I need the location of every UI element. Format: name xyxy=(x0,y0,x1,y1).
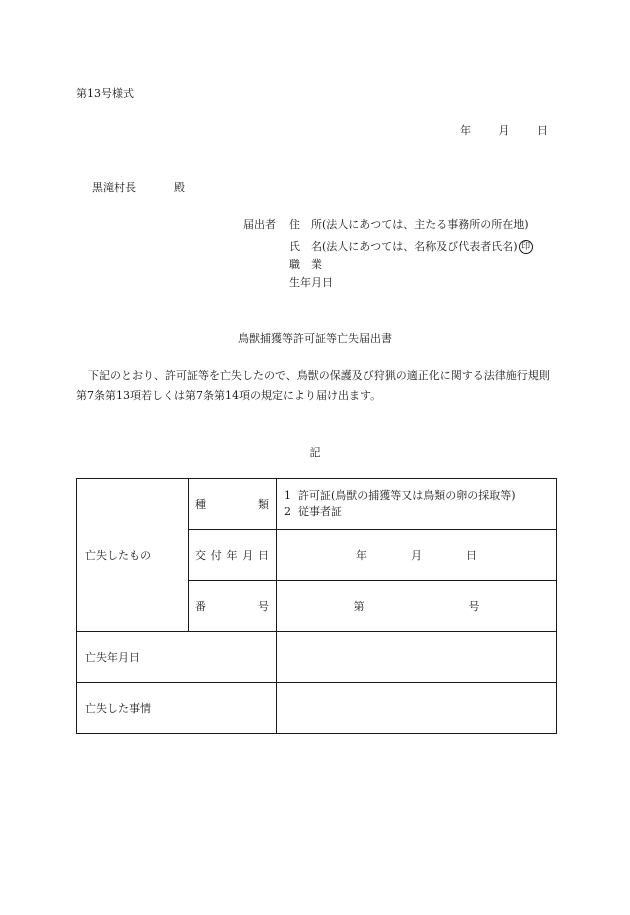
type-label-cell xyxy=(189,479,277,530)
issue-date-parts xyxy=(277,547,556,563)
number-label xyxy=(189,598,276,614)
notifier-address-label: 住 所(法人にあつては、主たる事務所の所在地) xyxy=(289,218,529,231)
notifier-label: 届出者 xyxy=(243,218,276,231)
issue-date-label-cell xyxy=(189,530,277,581)
lost-date-label: 亡失年月日 xyxy=(77,632,277,683)
lost-item-label: 亡失したもの xyxy=(77,479,189,632)
type-label-char: 種 xyxy=(195,498,206,511)
recipient xyxy=(92,179,185,195)
date-day-label: 日 xyxy=(537,124,548,137)
issue-date-label-char: 付 xyxy=(210,549,222,562)
issue-date-value xyxy=(277,530,557,581)
notifier-birthdate-label: 生年月日 xyxy=(289,276,333,289)
body-text: 下記のとおり、許可証等を亡失したので、鳥獣の保護及び狩猟の適正化に関する法律施行規則第7条第13項若しくは第7条第14項の規定により届け出ます。 xyxy=(76,369,550,402)
type-option-number: 1 xyxy=(284,489,291,502)
type-option-1 xyxy=(284,488,556,504)
circumstances-value xyxy=(277,683,557,734)
type-option-text: 許可証(鳥獣の捕獲等又は鳥類の卵の採取等) xyxy=(298,489,516,502)
type-options xyxy=(277,479,557,530)
type-option-text: 従事者証 xyxy=(298,505,342,518)
type-label-char: 類 xyxy=(258,498,269,511)
date-month-label: 月 xyxy=(498,124,510,137)
ki-heading: 記 xyxy=(309,446,321,459)
notifier-name-row xyxy=(289,238,533,254)
number-label-char: 号 xyxy=(258,600,269,613)
number-parts xyxy=(277,598,556,614)
number-value xyxy=(277,581,557,632)
lost-item-table xyxy=(76,478,557,734)
type-row xyxy=(77,479,557,530)
issue-date-label-char: 交 xyxy=(195,549,206,562)
number-label-cell xyxy=(189,581,277,632)
issue-date-day: 日 xyxy=(466,549,477,562)
issue-date-label-char: 月 xyxy=(242,549,254,562)
issue-date-label-char: 年 xyxy=(226,549,238,562)
issue-date-label xyxy=(189,547,276,563)
lost-date-value xyxy=(277,632,557,683)
document-title: 鳥獣捕獲等許可証等亡失届出書 xyxy=(238,332,392,345)
type-label xyxy=(189,496,276,512)
issue-date-label-char: 日 xyxy=(258,549,269,562)
recipient-name: 黒滝村長 xyxy=(92,181,136,194)
issue-date-month: 月 xyxy=(411,549,422,562)
circumstances-label: 亡失した事情 xyxy=(77,683,277,734)
notifier-occupation-label: 職 業 xyxy=(289,258,322,271)
seal-mark: 印 xyxy=(519,240,533,254)
date-line xyxy=(460,122,548,138)
type-option-number: 2 xyxy=(284,505,291,518)
recipient-honorific: 殿 xyxy=(174,181,185,194)
number-prefix: 第 xyxy=(353,600,365,613)
type-option-2 xyxy=(284,504,556,520)
issue-date-year: 年 xyxy=(356,549,367,562)
number-label-char: 番 xyxy=(195,600,206,613)
form-number: 第13号様式 xyxy=(76,87,134,100)
date-year-label: 年 xyxy=(460,124,471,137)
notifier-name-label: 氏 名(法人にあつては、名称及び代表者氏名) xyxy=(289,240,518,253)
lost-date-row xyxy=(77,632,557,683)
number-suffix: 号 xyxy=(468,600,480,613)
circumstances-row xyxy=(77,683,557,734)
